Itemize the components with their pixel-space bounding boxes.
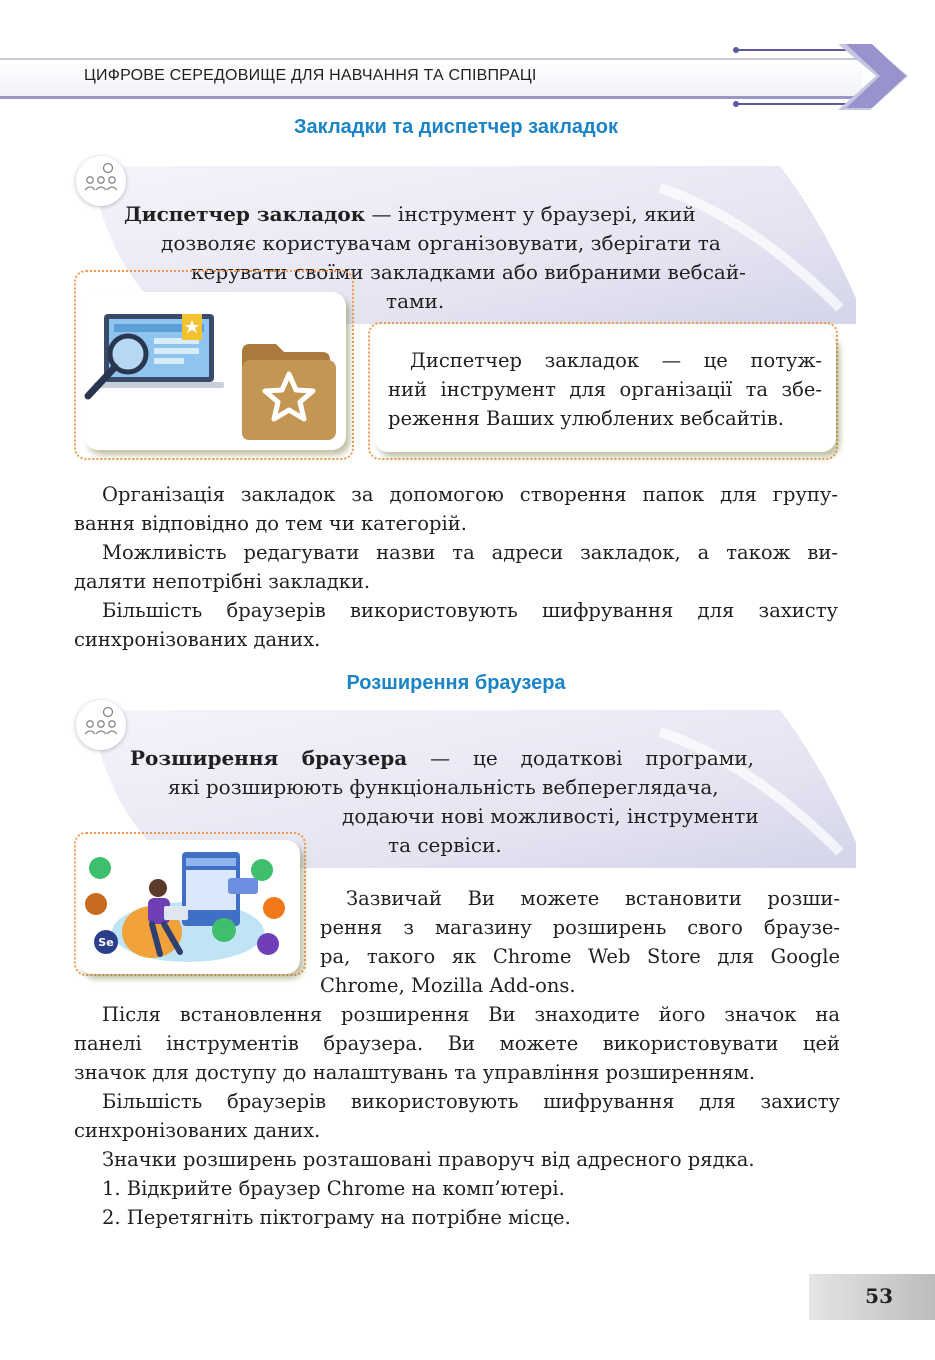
note-box-bookmark-manager: Диспетчер закладок — це потуж- ний інструмент для організації та збе- реження Ваших улюблених вебсайтів. (374, 332, 836, 452)
list-item: 2. Перетягніть піктограму на потрібне місце. (102, 1206, 571, 1229)
people-discussion-icon-2 (76, 700, 126, 750)
list-item: 1. Відкрийте браузер Chrome на комп’ютері. (102, 1177, 565, 1200)
definition-browser-extensions: Розширення браузера — це додаткові програми, які розширюють функціональність вебпереглядача, додаючи нові можливості, інструменти та сервіси. (130, 746, 759, 857)
people-discussion-icon (76, 156, 126, 206)
header-chevron-icon (720, 38, 920, 114)
running-header-title: ЦИФРОВЕ СЕРЕДОВИЩЕ ДЛЯ НАВЧАННЯ ТА СПІВПРАЦІ (84, 67, 537, 84)
definition-term: Диспетчер закладок (124, 202, 366, 226)
page-number: 53 (865, 1284, 893, 1308)
page-number-tab (809, 1274, 935, 1320)
extensions-wrap-text: Зазвичай Ви можете встановити розши- рення з магазину розширень свого браузе- ра, такого як Chrome Web Store для Google Chrome, Mozilla Add-ons. (320, 887, 840, 997)
definition-term-2: Розширення браузера (130, 746, 408, 770)
bookmarks-illustration (84, 292, 346, 450)
section2-body: Після встановлення розширення Ви знаходите його значок на панелі інструментів браузера. Ви можете використовувати цей значок для доступу до налаштувань та управління розширенням. Більшість браузерів використовують шифрування для захисту синхронізованих даних. Значки розширень розташовані праворуч від адресного рядка. 1. Відкрийте браузер Chrome на комп’ютері. 2. Перетягніть піктограму на потрібне місце. (74, 1000, 840, 1232)
star-folder-icon (242, 344, 336, 440)
extensions-illustration (78, 840, 300, 974)
definition-bookmark-manager: Диспетчер закладок — інструмент у браузері, який дозволяє користувачам організовувати, зберігати та керувати своїми закладками або вибраними вебсай- тами. (124, 202, 746, 313)
magnifier-laptop-icon (88, 314, 224, 396)
section1-body: Організація закладок за допомогою створення папок для групу- вання відповідно до тем чи категорій. Можливість редагувати назви та адреси закладок, а також ви- даляти непотрібні закладки. Більшість браузерів використовують шифрування для захисту синхронізованих даних. (74, 483, 838, 651)
svg-text:Se: Se (98, 936, 114, 949)
section-title-extensions: Розширення браузера (346, 672, 566, 694)
section-title-bookmarks: Закладки та диспетчер закладок (294, 116, 618, 138)
